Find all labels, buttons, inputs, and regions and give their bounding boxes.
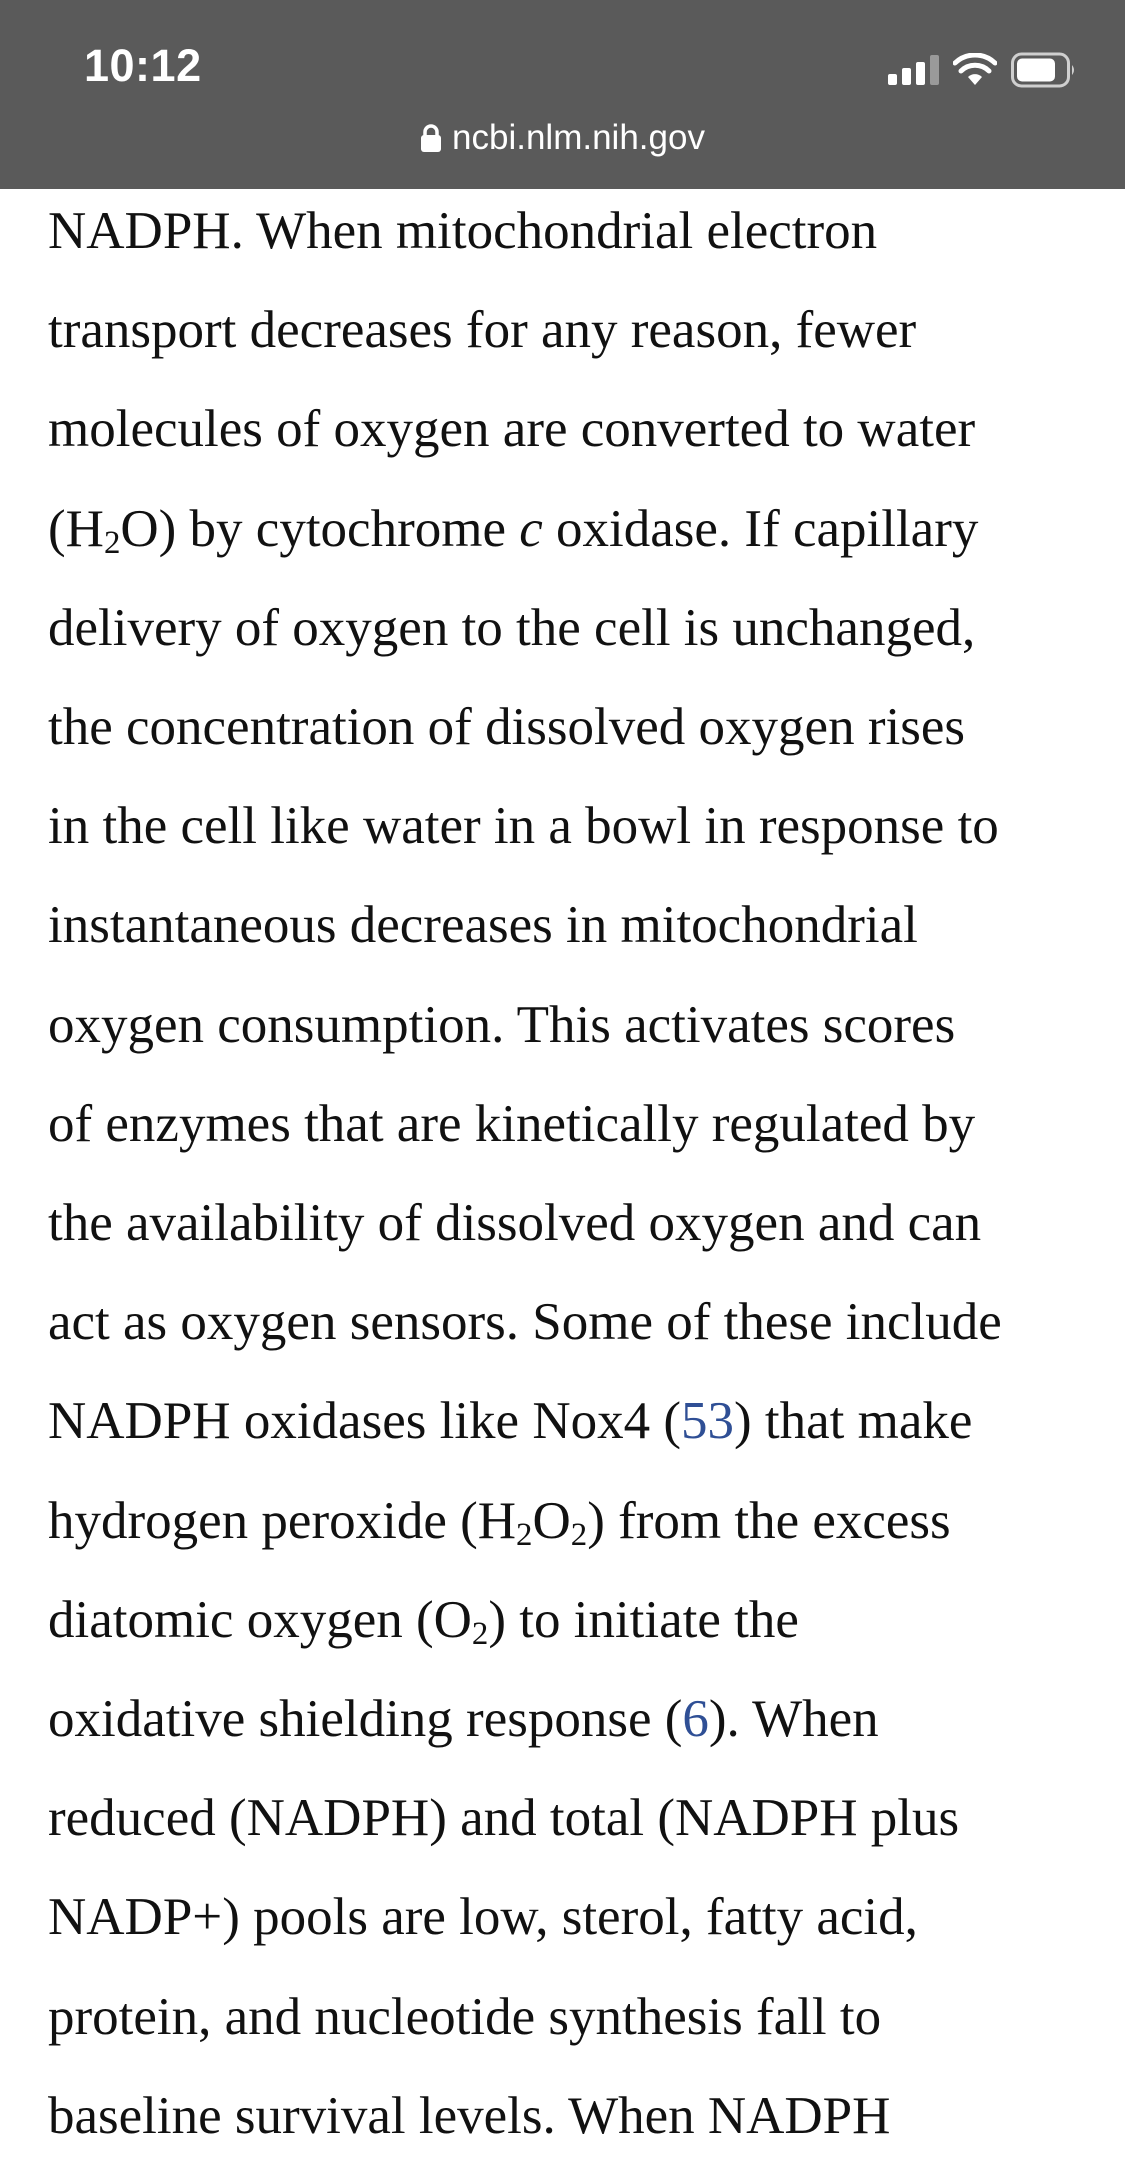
url-bar[interactable] [0,118,1125,158]
text-line: baseline survival levels. When NADPH [48,2086,891,2145]
text-line: the concentration of dissolved oxygen rises [48,698,965,757]
text-line: diatomic oxygen $(O_2)$ to initiate the [48,1590,799,1653]
text-line: protein, and nucleotide synthesis fall to [48,1987,882,2046]
status-time: 10:12 [84,40,202,91]
text-line: $(H_2O)$ by cytochrome c oxidase. If capillary [48,499,979,561]
lock-icon [420,123,442,153]
text-line: molecules of oxygen are converted to water [48,400,976,459]
text-line: of enzymes that are kinetically regulated by [48,1094,976,1153]
text-line: oxygen consumption. This activates scores [48,995,956,1054]
text-line: in the cell like water in a bowl in response to [48,797,999,856]
reference-link-53[interactable]: 53 [681,1392,734,1451]
reference-link-6[interactable]: 6 [682,1690,709,1749]
text-line: hydrogen peroxide $(H_2O_2)$ from the excess [48,1491,951,1553]
article-content [0,189,1125,2182]
status-bar [0,0,1125,189]
article-paragraph [0,189,1108,2166]
text-line: oxidative shielding response (6). When [48,1690,879,1749]
battery-icon [1011,52,1077,88]
cellular-signal-icon [888,55,939,85]
text-line: the availability of dissolved oxygen and can [48,1194,982,1253]
text-line: reduced (NADPH) and total (NADPH plus [48,1789,960,1848]
text-line: delivery of oxygen to the cell is unchanged, [48,598,976,657]
wifi-icon [953,53,997,87]
system-icons [888,48,1077,92]
url-text: ncbi.nlm.nih.gov [452,118,705,157]
text-line: NADPH oxidases like Nox4 (53) that make [48,1392,973,1451]
text-line: act as oxygen sensors. Some of these include [48,1293,1002,1352]
text-line: NADP+) pools are low, sterol, fatty acid, [48,1888,918,1947]
text-line: transport decreases for any reason, fewer [48,301,917,360]
text-line: instantaneous decreases in mitochondrial [48,896,918,955]
text-line: NADPH. When mitochondrial electron [48,202,878,260]
